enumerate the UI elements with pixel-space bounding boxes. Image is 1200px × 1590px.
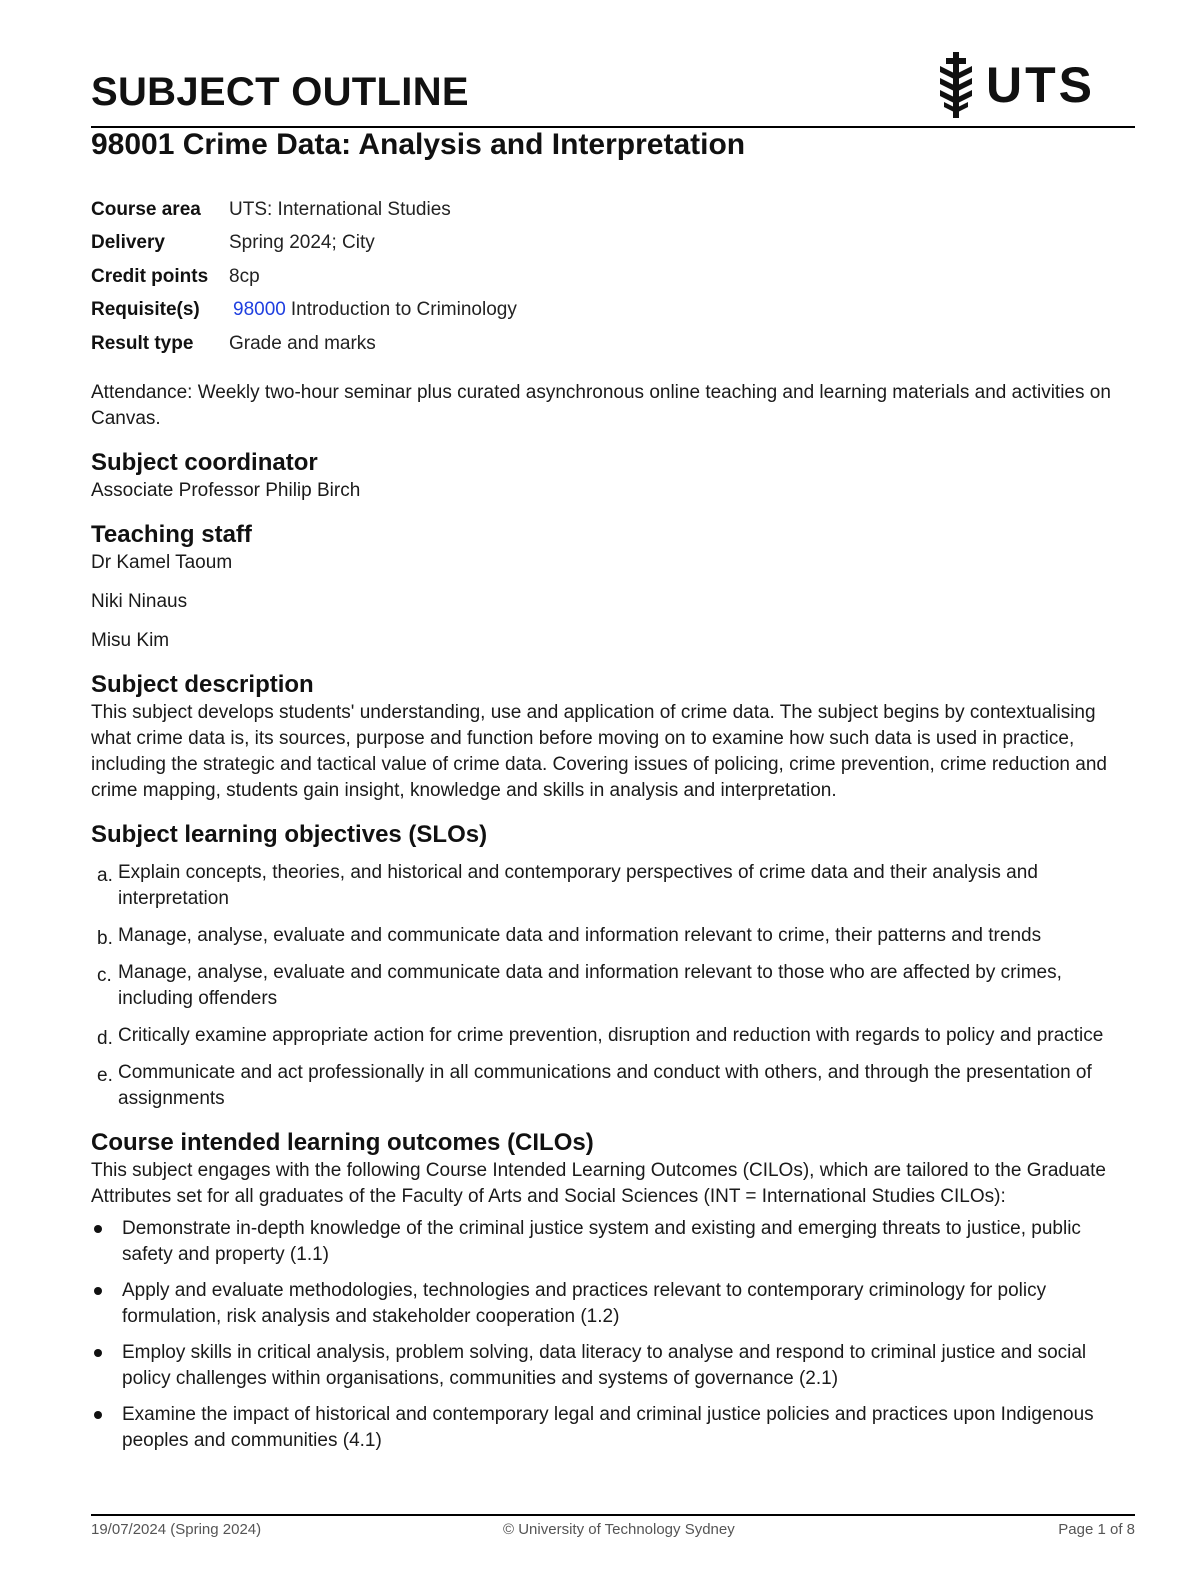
bullet-icon [94, 1225, 102, 1233]
section-heading: Subject coordinator [91, 449, 318, 476]
detail-value: UTS: International Studies [229, 198, 451, 220]
list-item [91, 1278, 1135, 1330]
requisite-link[interactable]: 98000 [233, 299, 286, 321]
slo-letter: a. [97, 865, 113, 886]
detail-label: Requisite(s) [91, 299, 200, 321]
footer-date: 19/07/2024 (Spring 2024) [91, 1521, 262, 1538]
staff-name: Niki Ninaus [91, 591, 188, 612]
section-heading: Course intended learning outcomes (CILOs) [91, 1129, 594, 1156]
uts-wordmark: UTS [986, 57, 1095, 113]
coordinator-section [91, 448, 1135, 504]
slo-text: Manage, analyse, evaluate and communicate data and information relevant to crime, their patterns and trends [118, 925, 1042, 946]
uts-logo [938, 52, 1095, 118]
section-heading: Subject learning objectives (SLOs) [91, 821, 488, 848]
cilo-text: Employ skills in critical analysis, problem solving, data literacy to analyse and respond to criminal justice and social policy challenges within organisations, communities and systems of governance (2.1) [122, 1342, 1087, 1389]
detail-row-requisites [91, 294, 517, 328]
list-item [91, 1060, 1135, 1112]
cilo-text: Apply and evaluate methodologies, technologies and practices relevant to contemporary criminology for policy formulation, risk analysis and stakeholder cooperation (1.2) [122, 1280, 1047, 1327]
description-section [91, 670, 1135, 804]
section-heading: Teaching staff [91, 521, 252, 548]
cilo-intro: This subject engages with the following Course Intended Learning Outcomes (CILOs), which are tailored to the Graduate Attributes set for all graduates of the Faculty of Arts and Social Sciences (INT = International Studies CILOs): [91, 1160, 1106, 1207]
detail-row-result-type [91, 327, 517, 361]
bullet-icon [94, 1349, 102, 1357]
document-title: SUBJECT OUTLINE [91, 70, 469, 114]
staff-name: Misu Kim [91, 630, 170, 651]
detail-label: Result type [91, 332, 194, 354]
coordinator-name: Associate Professor Philip Birch [91, 480, 361, 501]
slo-letter: b. [97, 928, 113, 949]
slo-letter: e. [97, 1065, 113, 1086]
description-text: This subject develops students' understanding, use and application of crime data. The subject begins by contextualising what crime data is, its sources, purpose and function before moving on to examine how such data is used in practice, including the strategic and tactical value of crime data. Covering issues of policing, crime prevention, crime reduction and crime mapping, students gain insight, knowledge and skills in analysis and interpretation. [91, 702, 1107, 801]
list-item [91, 1216, 1135, 1268]
detail-value: 8cp [229, 265, 260, 287]
detail-label: Credit points [91, 265, 209, 287]
bullet-icon [94, 1411, 102, 1419]
document-page [91, 0, 1135, 1590]
list-item [91, 1023, 1135, 1049]
detail-value: Grade and marks [229, 332, 376, 354]
list-item [91, 860, 1135, 912]
slo-section [91, 820, 1135, 1112]
list-item [91, 923, 1135, 949]
list-item [91, 1340, 1135, 1392]
slo-text: Critically examine appropriate action for crime prevention, disruption and reduction with regards to policy and practice [118, 1025, 1104, 1046]
cilo-text: Demonstrate in-depth knowledge of the criminal justice system and existing and emerging threats to justice, public safety and property (1.1) [122, 1218, 1081, 1265]
teaching-staff-section [91, 520, 1135, 654]
detail-row-course-area [91, 193, 517, 227]
detail-value: Introduction to Criminology [290, 299, 517, 321]
detail-row-delivery [91, 227, 517, 261]
page-footer [91, 1514, 1135, 1546]
footer-copyright: © University of Technology Sydney [503, 1521, 735, 1538]
staff-name: Dr Kamel Taoum [91, 552, 233, 573]
slo-letter: d. [97, 1028, 113, 1049]
cilo-text: Examine the impact of historical and contemporary legal and criminal justice policies and practices upon Indigenous peoples and communities (4.1) [122, 1404, 1094, 1451]
detail-label: Delivery [91, 232, 165, 254]
slo-letter: c. [97, 965, 112, 986]
uts-crest-icon [938, 52, 974, 118]
detail-value: Spring 2024; City [229, 232, 375, 254]
bullet-icon [94, 1287, 102, 1295]
cilo-list [91, 1216, 1135, 1454]
document-body [91, 380, 1135, 1464]
list-item [91, 1402, 1135, 1454]
detail-row-credit-points [91, 260, 517, 294]
slo-text: Communicate and act professionally in all communications and conduct with others, and through the presentation of assignments [118, 1062, 1092, 1109]
list-item [91, 960, 1135, 1012]
cilo-section [91, 1128, 1135, 1454]
subject-title: 98001 Crime Data: Analysis and Interpretation [91, 128, 746, 161]
slo-text: Manage, analyse, evaluate and communicate data and information relevant to those who are affected by crimes, including offenders [118, 962, 1062, 1009]
section-heading: Subject description [91, 671, 314, 698]
slo-list [91, 860, 1135, 1112]
attendance-note: Attendance: Weekly two-hour seminar plus curated asynchronous online teaching and learning materials and activities on Canvas. [91, 382, 1111, 429]
detail-label: Course area [91, 198, 201, 220]
slo-text: Explain concepts, theories, and historical and contemporary perspectives of crime data and their analysis and interpretation [118, 862, 1038, 909]
document-header [91, 57, 1135, 128]
subject-details [91, 193, 517, 361]
footer-page-number: Page 1 of 8 [1058, 1521, 1135, 1538]
